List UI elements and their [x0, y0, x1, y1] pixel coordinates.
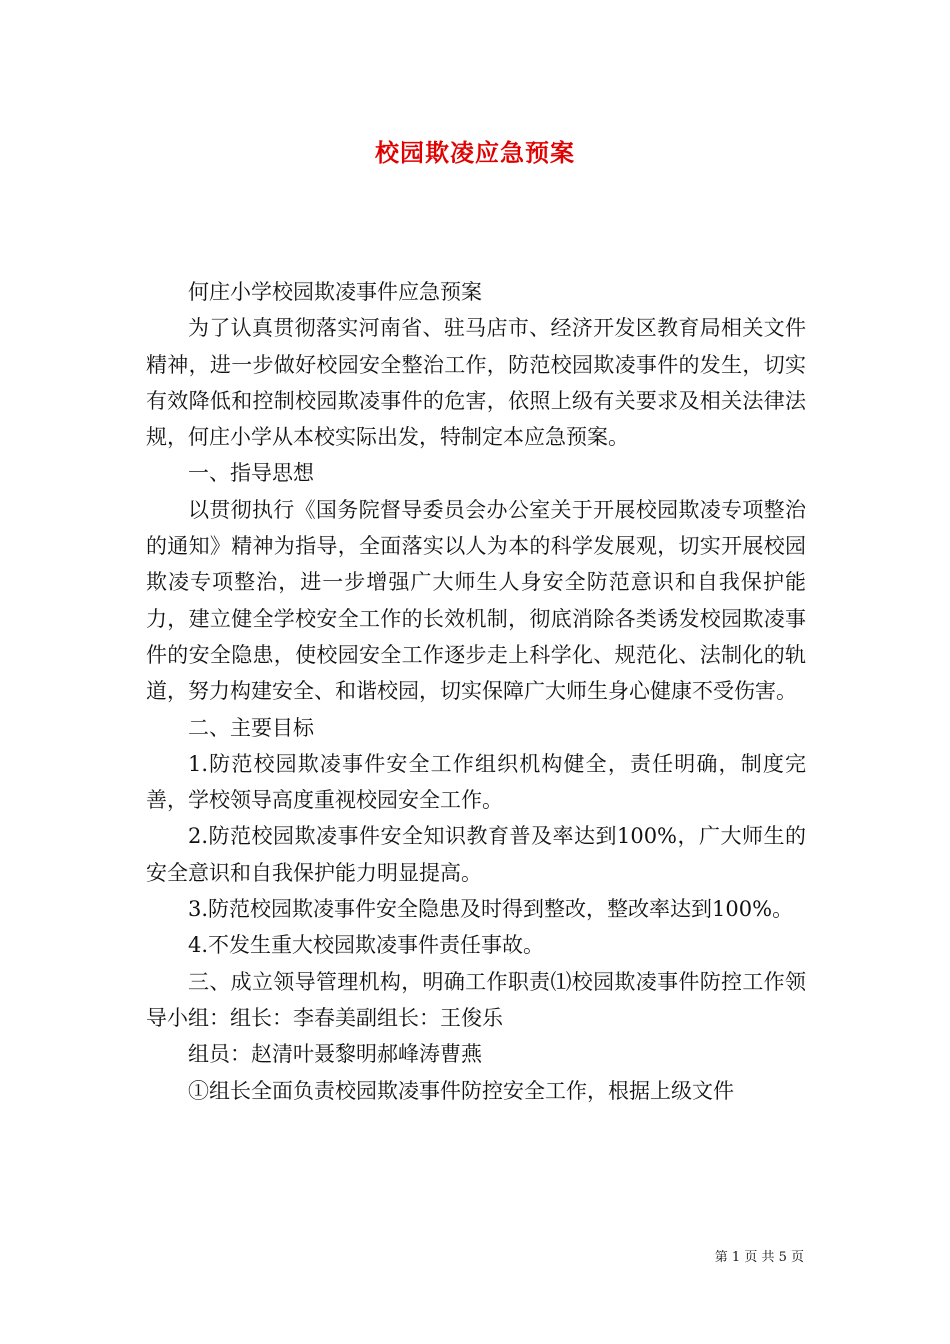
page-number: 第 1 页 共 5 页: [714, 1250, 804, 1265]
document-body: [146, 274, 806, 1109]
section-heading: 二、主要目标: [188, 715, 314, 740]
paragraph: 为了认真贯彻落实河南省、驻马店市、经济开发区教育局相关文件精神，进一步做好校园安全整治工作，防范校园欺凌事件的发生，切实有效降低和控制校园欺凌事件的危害，依照上级有关要求及相关法律法规，何庄小学从本校实际出发，特制定本应急预案。: [146, 316, 806, 450]
goal-item: 4.不发生重大校园欺凌事件责任事故。: [188, 933, 545, 958]
paragraph: 组员：赵清叶聂黎明郝峰涛曹燕: [188, 1042, 482, 1067]
paragraph: ①组长全面负责校园欺凌事件防控安全工作，根据上级文件: [188, 1078, 734, 1103]
paragraph: 以贯彻执行《国务院督导委员会办公室关于开展校园欺凌专项整治的通知》精神为指导，全面落实以人为本的科学发展观，切实开展校园欺凌专项整治，进一步增强广大师生人身安全防范意识和自我保护能力，建立健全学校安全工作的长效机制，彻底消除各类诱发校园欺凌事件的安全隐患，使校园安全工作逐步走上科学化、规范化、法制化的轨道，努力构建安全、和谐校园，切实保障广大师生身心健康不受伤害。: [146, 497, 806, 704]
goal-item: 3.防范校园欺凌事件安全隐患及时得到整改，整改率达到100%。: [188, 897, 794, 922]
goal-item: 1.防范校园欺凌事件安全工作组织机构健全，责任明确，制度完善，学校领导高度重视校园安全工作。: [146, 751, 806, 813]
document-title: 校园欺凌应急预案: [375, 138, 575, 167]
section-heading: 一、指导思想: [188, 461, 314, 486]
section-heading: 三、成立领导管理机构，明确工作职责⑴校园欺凌事件防控工作领导小组：组长：李春美副组长：王俊乐: [146, 969, 806, 1030]
goal-item: 2.防范校园欺凌事件安全知识教育普及率达到100%，广大师生的安全意识和自我保护能力明显提高。: [146, 824, 806, 885]
paragraph-heading: 何庄小学校园欺凌事件应急预案: [188, 280, 482, 304]
